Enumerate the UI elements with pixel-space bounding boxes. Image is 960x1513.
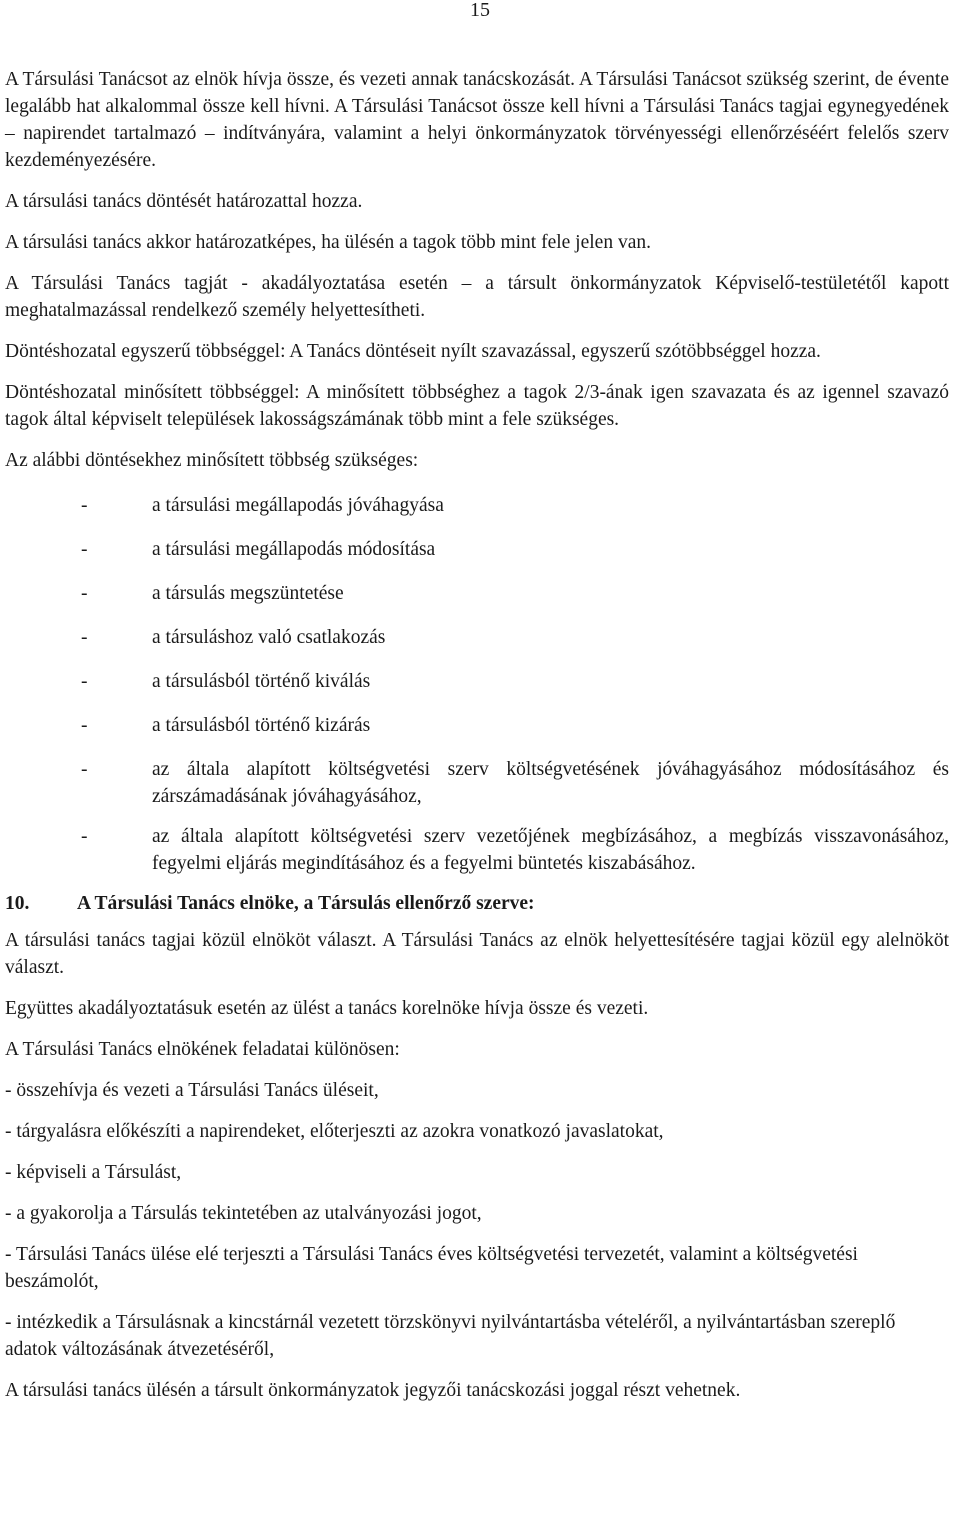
duty-item: - a gyakorolja a Társulás tekintetében az utalványozási jogot, [5, 1203, 482, 1224]
section-title: A Társulási Tanács elnöke, a Társulás ellenőrző szerve: [77, 893, 535, 914]
paragraph-quorum: A társulási tanács akkor határozatképes, ha ülésén a tagok több mint fele jelen van. [5, 232, 651, 253]
paragraph-joint-absence: Együttes akadályoztatásuk esetén az ülést a tanács korelnöke hívja össze és vezeti. [5, 998, 649, 1019]
list-dash: - [81, 583, 88, 604]
list-item [5, 668, 949, 695]
section-heading [5, 890, 949, 917]
paragraph-substitution: A Társulási Tanács tagját - akadályoztatása esetén – a társult önkormányzatok Képviselő-testületétől kapott meghatalmazással rendelkező személy helyettesítheti. [5, 273, 949, 321]
paragraph-qualified-majority: Döntéshozatal minősített többséggel: A minősített többséghez a tagok 2/3-ának igen szavazata és az igennel szavazó tagok által képviselt települések lakosságszámának több mint a fele szükséges. [5, 382, 949, 430]
list-item [5, 536, 949, 563]
list-item-text: a társuláshoz való csatlakozás [152, 627, 386, 648]
document-body [5, 66, 949, 1418]
list-dash: - [81, 826, 88, 847]
paragraph-duties-intro: A Társulási Tanács elnökének feladatai különösen: [5, 1039, 400, 1060]
qualified-majority-list [5, 492, 949, 877]
list-dash: - [81, 495, 88, 516]
list-item-text: a társulásból történő kiválás [152, 671, 371, 692]
list-dash: - [81, 715, 88, 736]
duty-item: - tárgyalásra előkészíti a napirendeket, előterjeszti az azokra vonatkozó javaslatokat, [5, 1121, 664, 1142]
paragraph-qualified-intro: Az alábbi döntésekhez minősített többség szükséges: [5, 450, 419, 471]
duty-item: - képviseli a Társulást, [5, 1162, 182, 1183]
page-number: 15 [470, 0, 490, 21]
paragraph-election: A társulási tanács tagjai közül elnököt választ. A Társulási Tanács az elnök helyettesítésére tagjai közül egy alelnököt választ. [5, 930, 949, 978]
list-item-text: a társulásból történő kizárás [152, 715, 371, 736]
duty-item: - összehívja és vezeti a Társulási Tanács üléseit, [5, 1080, 379, 1101]
paragraph-convening: A Társulási Tanácsot az elnök hívja össze, és vezeti annak tanácskozását. A Társulási Tanácsot szükség szerint, de évente legalább hat alkalommal össze kell hívni. A Társulási Tanácsot össze kell hívni a Társulási Tanács tagjai egynegyedének – napirendet tartalmazó – indítványára, valamint a helyi önkormányzatok törvényességi ellenőrzéséért felelős szerv kezdeményezésére. [5, 69, 949, 171]
paragraph-resolution: A társulási tanács döntését határozattal hozza. [5, 191, 363, 212]
list-item-text: a társulási megállapodás módosítása [152, 539, 436, 560]
list-item-text: az általa alapított költségvetési szerv költségvetésének jóváhagyásához módosításához és zárszámadásának jóváhagyásához, [152, 759, 949, 807]
list-item [5, 624, 949, 651]
list-item [5, 756, 949, 810]
duty-item: - Társulási Tanács ülése elé terjeszti a Társulási Tanács éves költségvetési tervezetét, valamint a költségvetési beszámolót, [5, 1244, 858, 1292]
section-number: 10. [5, 893, 30, 914]
list-dash: - [81, 671, 88, 692]
list-item [5, 823, 949, 877]
list-item [5, 580, 949, 607]
list-item [5, 492, 949, 519]
list-dash: - [81, 759, 88, 780]
list-item-text: a társulás megszüntetése [152, 583, 344, 604]
paragraph-simple-majority: Döntéshozatal egyszerű többséggel: A Tanács döntéseit nyílt szavazással, egyszerű szótöbbséggel hozza. [5, 341, 821, 362]
paragraph-notaries: A társulási tanács ülésén a társult önkormányzatok jegyzői tanácskozási joggal részt vehetnek. [5, 1380, 741, 1401]
list-dash: - [81, 539, 88, 560]
list-item-text: a társulási megállapodás jóváhagyása [152, 495, 444, 516]
list-item [5, 712, 949, 739]
list-dash: - [81, 627, 88, 648]
list-item-text: az általa alapított költségvetési szerv vezetőjének megbízásához, a megbízás visszavonásához, fegyelmi eljárás megindításához és a fegyelmi büntetés kiszabásához. [152, 826, 949, 874]
duty-item: - intézkedik a Társulásnak a kincstárnál vezetett törzskönyvi nyilvántartásba vételéről, a nyilvántartásban szereplő adatok változásának átvezetéséről, [5, 1312, 896, 1360]
